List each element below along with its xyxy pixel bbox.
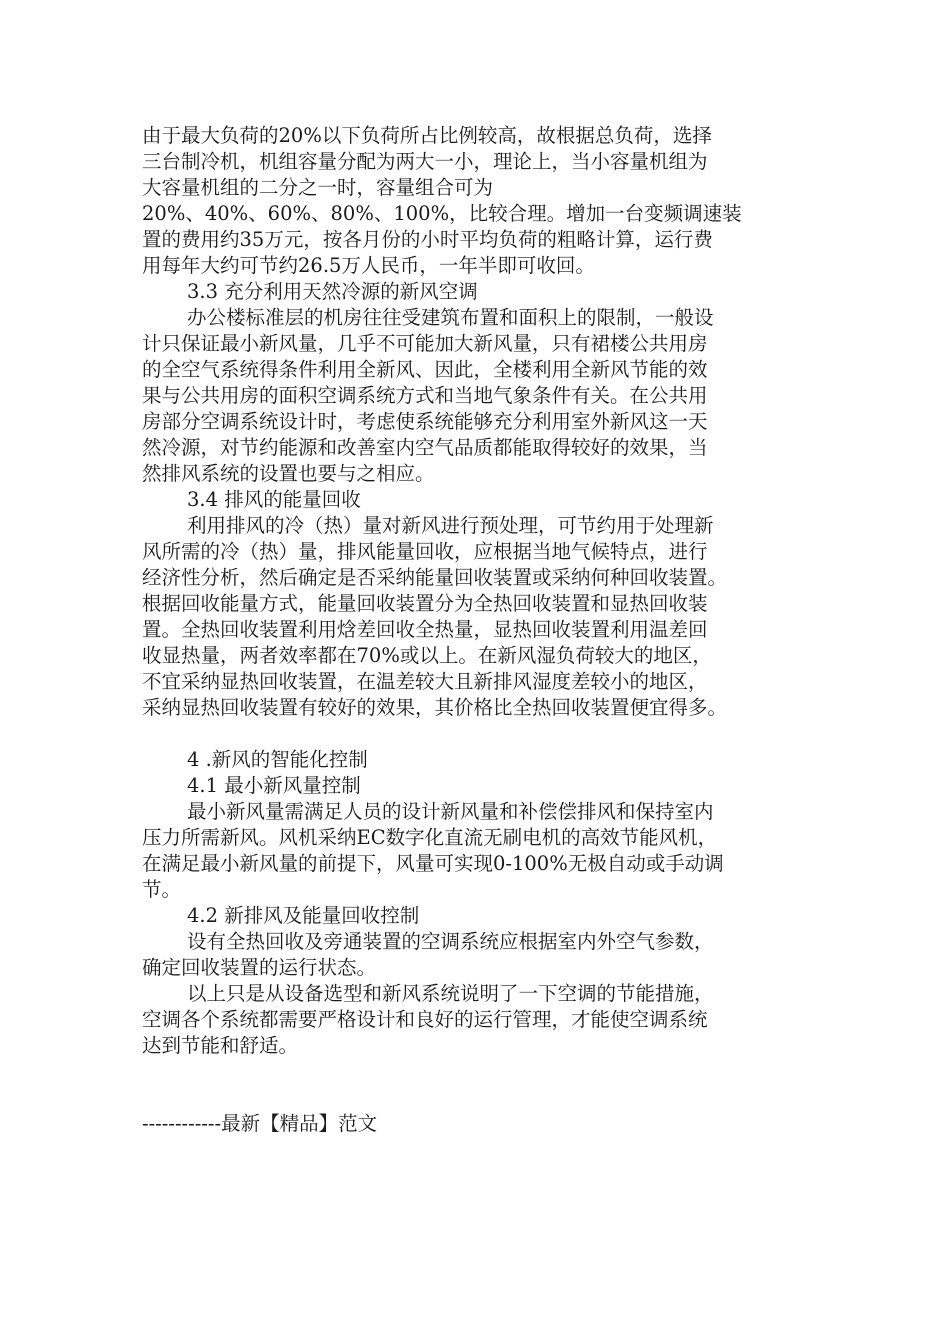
- paragraph-line: 然排风系统的设置也要与之相应。: [142, 462, 435, 485]
- paragraph-line: 果与公共用房的面积空调系统方式和当地气象条件有关。在公共用: [142, 384, 708, 407]
- paragraph-line: 由于最大负荷的20%以下负荷所占比例较高，故根据总负荷，选择: [142, 124, 712, 147]
- paragraph-line: 设有全热回收及旁通装置的空调系统应根据室内外空气参数，: [187, 930, 714, 953]
- paragraph-line: 根据回收能量方式，能量回收装置分为全热回收装置和显热回收装: [142, 592, 708, 615]
- section-heading-3-3: 3.3 充分利用天然冷源的新风空调: [187, 280, 478, 303]
- section-heading-4: 4 .新风的智能化控制: [187, 748, 368, 771]
- section-heading-4-1: 4.1 最小新风量控制: [187, 774, 361, 797]
- paragraph-line: 确定回收装置的运行状态。: [142, 956, 377, 979]
- paragraph-line: 利用排风的冷（热）量对新风进行预处理，可节约用于处理新: [187, 514, 714, 537]
- blank-line: [142, 721, 812, 747]
- paragraph-line: 20%、40%、60%、80%、100%，比较合理。增加一台变频调速装: [142, 202, 742, 225]
- paragraph-line: 不宜采纳显热回收装置，在温差较大且新排风湿度差较小的地区，: [142, 670, 708, 693]
- paragraph-line: 风所需的冷（热）量，排风能量回收，应根据当地气候特点，进行: [142, 540, 708, 563]
- paragraph-line: 收显热量，两者效率都在70%或以上。在新风湿负荷较大的地区，: [142, 644, 712, 667]
- paragraph-line: 房部分空调系统设计时，考虑使系统能够充分利用室外新风这一天: [142, 410, 708, 433]
- section-heading-4-2: 4.2 新排风及能量回收控制: [187, 904, 420, 927]
- paragraph-line: 采纳显热回收装置有较好的效果，其价格比全热回收装置便宜得多。: [142, 696, 728, 719]
- paragraph-line: 在满足最小新风量的前提下，风量可实现0-100%无极自动或手动调: [142, 852, 724, 875]
- paragraph-line: 最小新风量需满足人员的设计新风量和补偿偿排风和保持室内: [187, 800, 714, 823]
- document-body: [142, 123, 812, 1137]
- paragraph-line: 然冷源，对节约能源和改善室内空气品质都能取得较好的效果，当: [142, 436, 708, 459]
- paragraph-line: 大容量机组的二分之一时，容量组合可为: [142, 176, 494, 199]
- paragraph-line: 的全空气系统得条件利用全新风、因此，全楼利用全新风节能的效: [142, 358, 708, 381]
- section-heading-3-4: 3.4 排风的能量回收: [187, 488, 361, 511]
- paragraph-line: 以上只是从设备选型和新风系统说明了一下空调的节能措施，: [187, 982, 714, 1005]
- footer-spacer: [142, 1059, 812, 1111]
- paragraph-line: 空调各个系统都需要严格设计和良好的运行管理，才能使空调系统: [142, 1008, 708, 1031]
- paragraph-line: 压力所需新风。风机采纳EC数字化直流无刷电机的高效节能风机，: [142, 826, 718, 849]
- paragraph-line: 节。: [142, 878, 182, 901]
- paragraph-line: 办公楼标准层的机房往往受建筑布置和面积上的限制，一般设: [187, 306, 714, 329]
- paragraph-line: 计只保证最小新风量，几乎不可能加大新风量，只有裙楼公共用房: [142, 332, 708, 355]
- footer-text: ------------最新【精品】范文: [142, 1112, 378, 1135]
- paragraph-line: 置的费用约35万元，按各月份的小时平均负荷的粗略计算，运行费: [142, 228, 713, 251]
- paragraph-line: 达到节能和舒适。: [142, 1034, 299, 1057]
- paragraph-line: 经济性分析，然后确定是否采纳能量回收装置或采纳何种回收装置。: [142, 566, 728, 589]
- paragraph-line: 用每年大约可节约26.5万人民币，一年半即可收回。: [142, 254, 595, 277]
- paragraph-line: 置。全热回收装置利用焓差回收全热量，显热回收装置利用温差回: [142, 618, 708, 641]
- paragraph-line: 三台制冷机，机组容量分配为两大一小，理论上，当小容量机组为: [142, 150, 708, 173]
